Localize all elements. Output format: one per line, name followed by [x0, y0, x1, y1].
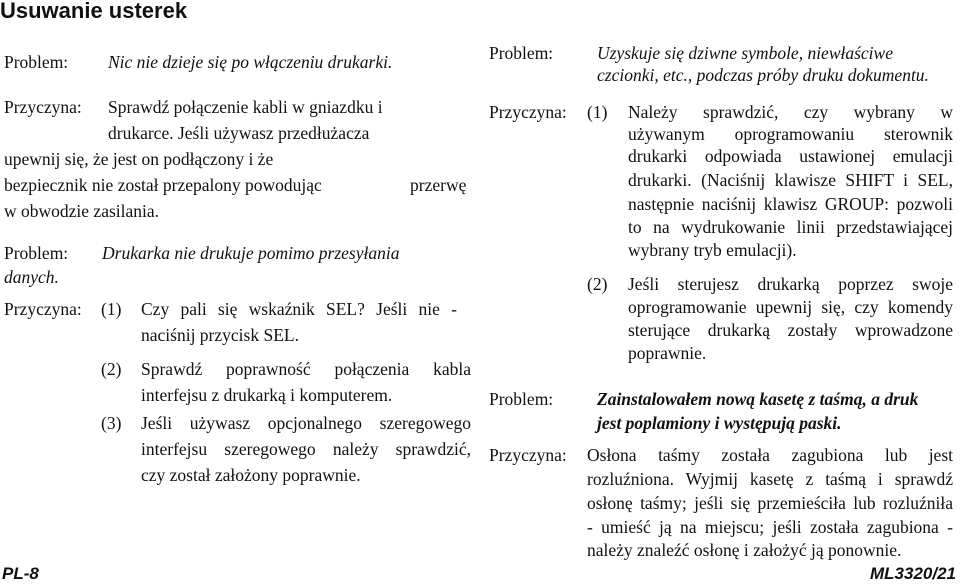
cause-text-line: - umieść ją na miejscu; jeśli została zagubiona -: [587, 517, 953, 537]
cause-item-line: interfejsu szeregowego należy sprawdzić,: [141, 439, 471, 459]
cause-item-line: Jeśli używasz opcjonalnego szeregowego: [141, 413, 471, 433]
cause-text-line: Sprawdź połączenie kabli w gniazdku i: [108, 97, 383, 117]
problem-text: danych.: [4, 267, 59, 287]
cause-text-line: Osłona taśmy została zagubiona lub jest: [587, 445, 953, 465]
model-number: ML3320/21: [870, 564, 956, 583]
problem-text: Nic nie dzieje się po włączeniu drukarki.: [108, 52, 393, 72]
problem-label: Problem:: [489, 389, 554, 409]
cause-item-line: naciśnij przycisk SEL.: [141, 325, 299, 345]
problem-text: Zainstalowałem nową kasetę z taśmą, a druk: [597, 389, 919, 409]
cause-text-line: bezpiecznik nie został przepalony powodując: [4, 175, 322, 195]
cause-text-line: osłonę taśmy; jeśli się przemieściła lub rozluźniła: [587, 493, 953, 513]
problem-label: Problem:: [4, 52, 69, 72]
cause-text-line: należy znaleźć osłonę i założyć ją ponownie.: [587, 540, 902, 560]
cause-item-line: wybrany tryb emulacji).: [628, 240, 797, 260]
cause-text-line: przerwę: [410, 175, 467, 195]
problem-text: czcionki, etc., podczas próby druku dokumentu.: [597, 65, 929, 85]
item-number: (2): [101, 359, 122, 379]
cause-text-line: drukarce. Jeśli używasz przedłużacza: [108, 123, 370, 143]
cause-item-line: Czy pali się wskaźnik SEL? Jeśli nie -: [141, 299, 457, 319]
problem-text: Uzyskuje się dziwne symbole, niewłaściwe: [597, 43, 893, 63]
page-title: Usuwanie usterek: [0, 0, 188, 23]
cause-text-line: w obwodzie zasilania.: [4, 201, 160, 221]
cause-item-line: następnie naciśnij klawisz GROUP: pozwoli: [628, 194, 953, 214]
cause-item-line: Sprawdź poprawność połączenia kabla: [141, 359, 471, 379]
page-number: PL-8: [2, 564, 39, 583]
cause-text-line: upewnij się, że jest on podłączony i że: [4, 149, 274, 169]
cause-item-line: to na wydrukowanie linii przedstawiającej: [628, 217, 953, 237]
problem-label: Problem:: [4, 243, 69, 263]
cause-item-line: czy został założony poprawnie.: [141, 465, 361, 485]
cause-item-line: interfejsu z drukarką i komputerem.: [141, 385, 393, 405]
cause-item-line: używanym oprogramowaniu sterownik: [628, 124, 953, 144]
cause-item-line: Jeśli sterujesz drukarką poprzez swoje: [628, 274, 953, 294]
cause-label: Przyczyna:: [4, 299, 82, 319]
cause-item-line: drukarki. (Naciśnij klawisze SHIFT i SEL,: [628, 170, 953, 190]
cause-label: Przyczyna:: [4, 97, 82, 117]
problem-label: Problem:: [489, 43, 554, 63]
item-number: (1): [587, 102, 608, 122]
item-number: (2): [587, 274, 608, 294]
cause-item-line: poprawnie.: [628, 343, 707, 363]
cause-item-line: drukarki odpowiada ustawionej emulacji: [628, 146, 953, 166]
cause-label: Przyczyna:: [489, 445, 567, 465]
problem-text: jest poplamiony i występują paski.: [597, 413, 842, 433]
item-number: (3): [101, 413, 122, 433]
cause-item-line: sterujące drukarką zostały wprowadzone: [628, 320, 953, 340]
problem-text: Drukarka nie drukuje pomimo przesyłania: [102, 243, 400, 263]
cause-item-line: Należy sprawdzić, czy wybrany w: [628, 102, 953, 122]
item-number: (1): [101, 299, 122, 319]
cause-text-line: rozluźniona. Wyjmij kasetę z taśmą i sprawdź: [587, 469, 953, 489]
cause-label: Przyczyna:: [489, 102, 567, 122]
cause-item-line: oprogramowanie upewnij się, czy komendy: [628, 297, 953, 317]
